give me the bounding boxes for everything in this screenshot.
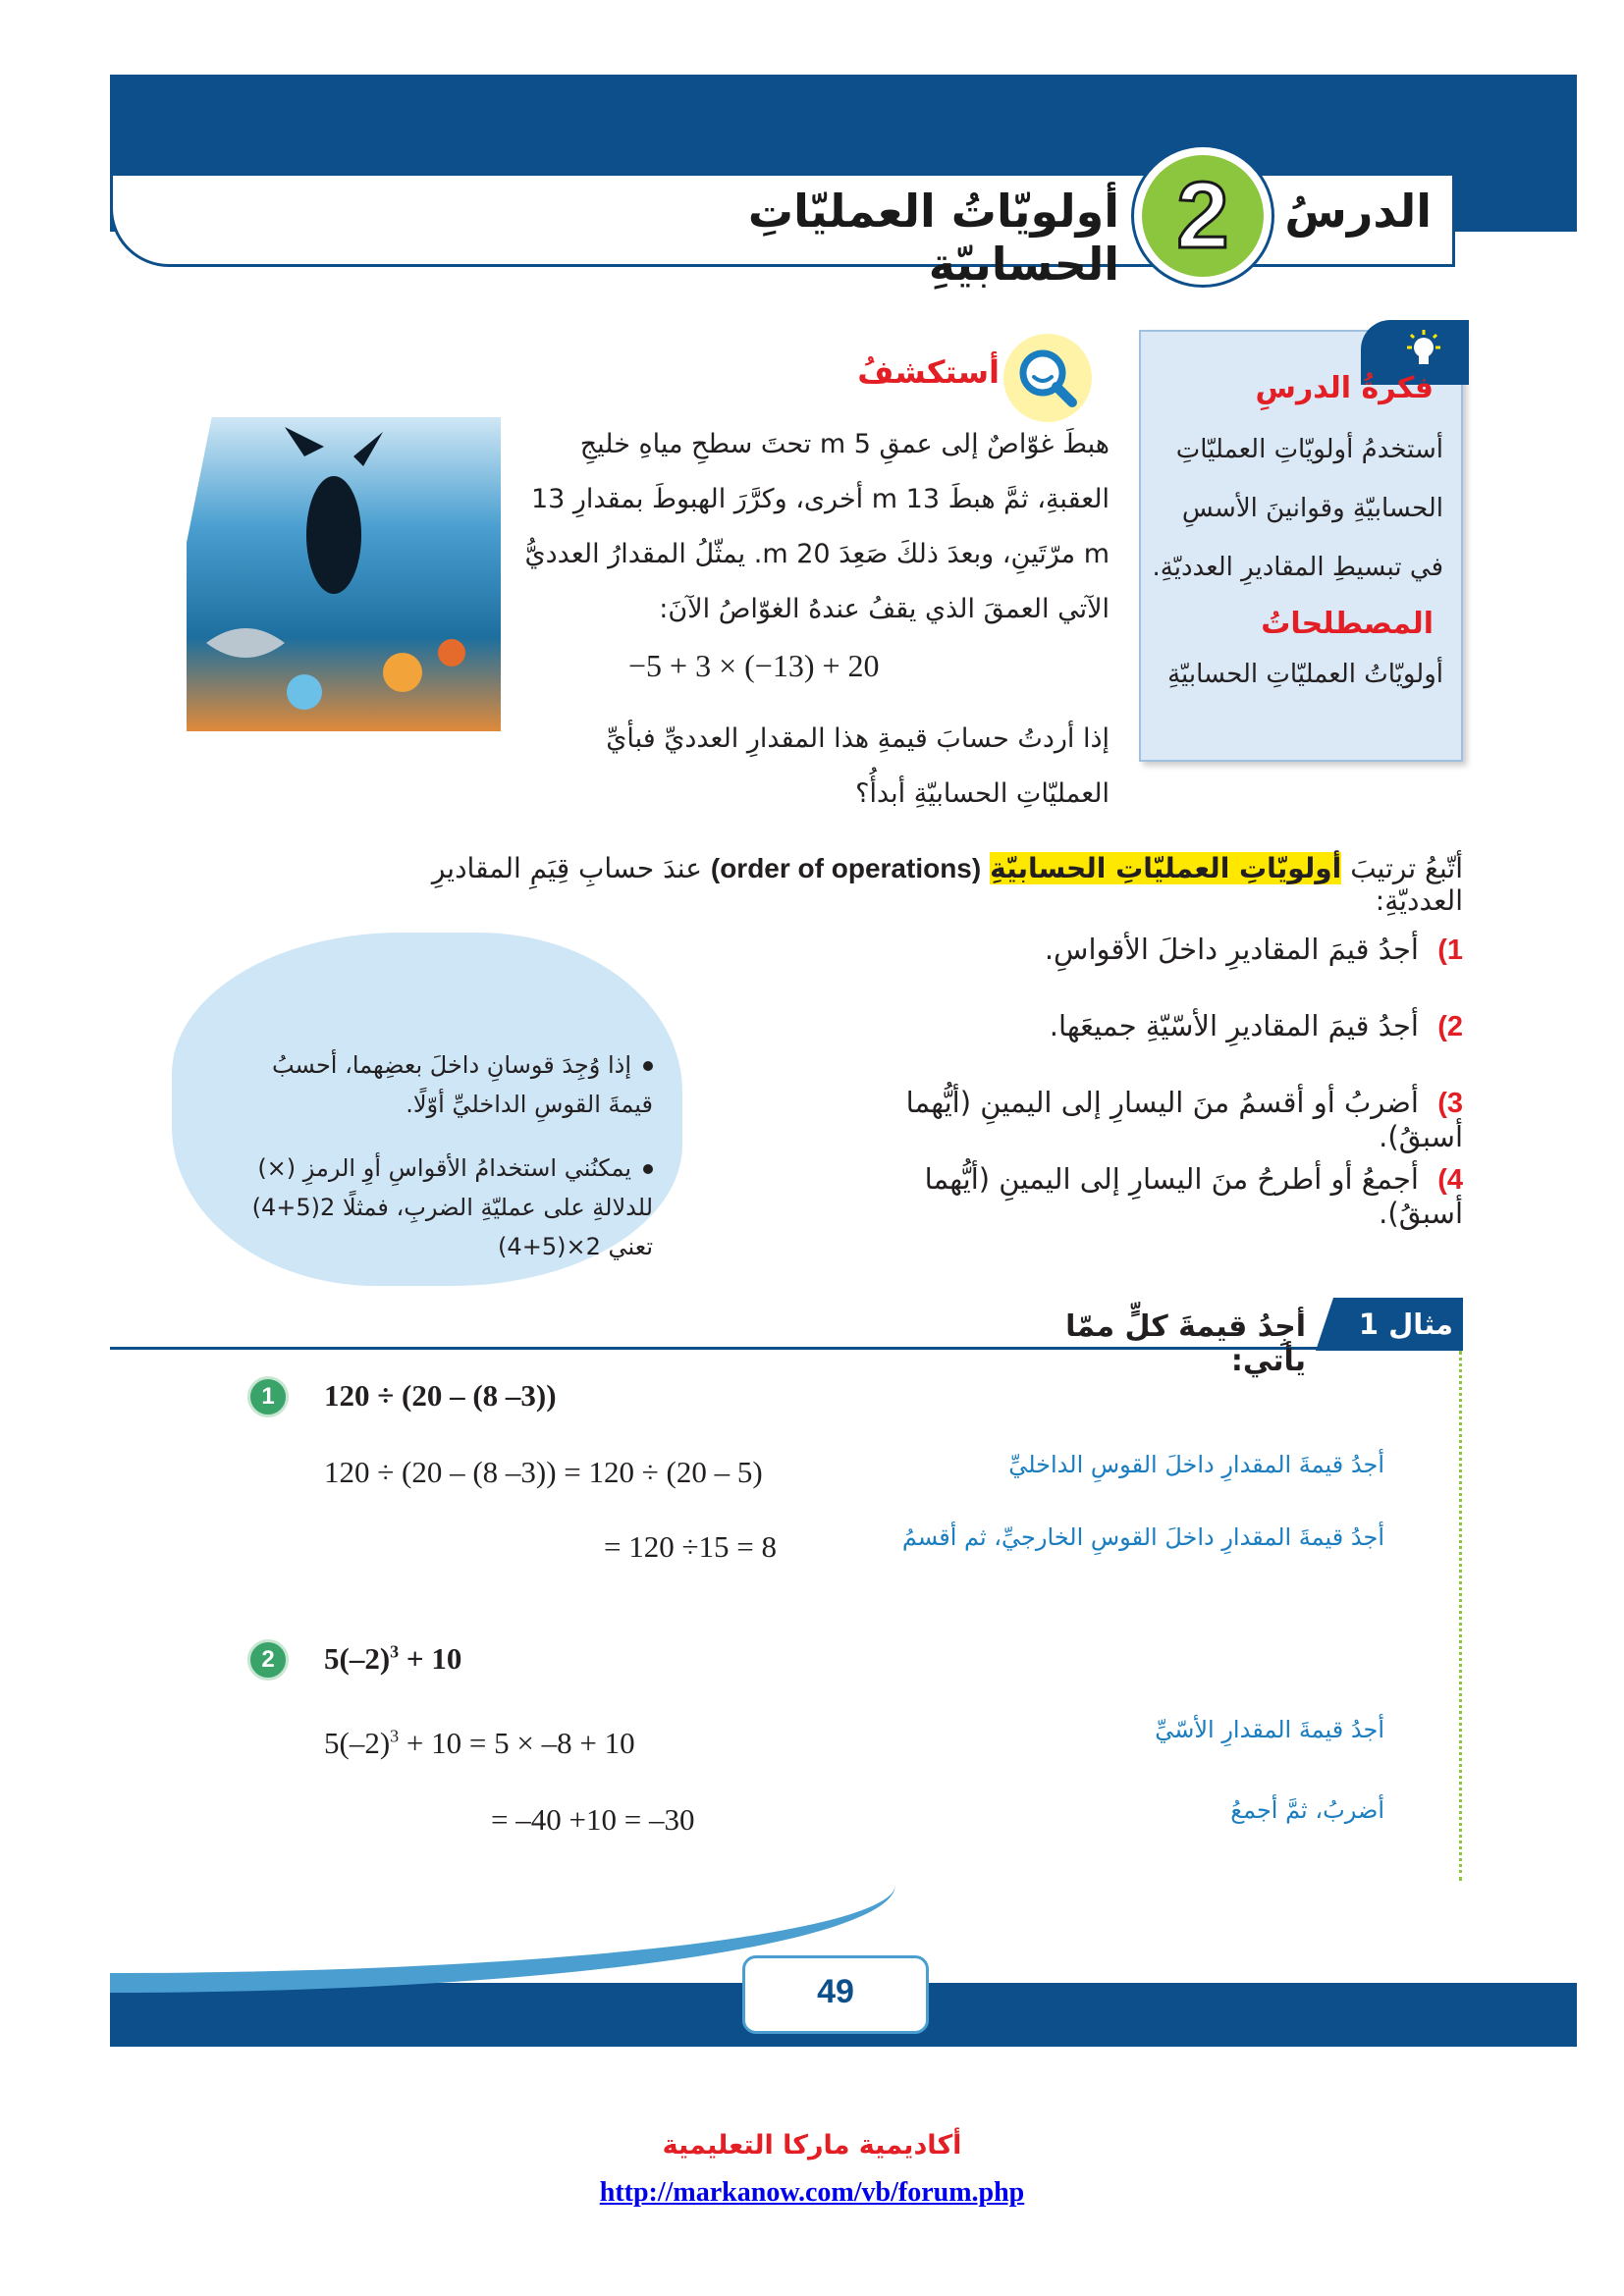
example-border: [1459, 1351, 1462, 1881]
step-text: أجدُ قيمَ المقاديرِ داخلَ الأقواسِ.: [1044, 933, 1419, 966]
step-item: [903, 1009, 1463, 1043]
lesson-title: أولويّاتُ العمليّاتِ الحسابيّةِ: [747, 185, 1119, 291]
diver-image: [187, 417, 501, 731]
bullet-icon: [643, 1061, 653, 1071]
example-prompt: أجِدُ قيمةَ كلٍّ ممّا يأتي:: [1065, 1309, 1306, 1378]
note-item: [231, 1045, 653, 1124]
step-item: [903, 1086, 1463, 1153]
problem-number-badge: 1: [247, 1376, 289, 1417]
bullet-icon: [643, 1164, 653, 1174]
step-number: 2): [1437, 1011, 1463, 1042]
note-text: إذا وُجِدَ قوسانِ داخلَ بعضِهما، أحسبُ قيمةَ القوسِ الداخليِّ أوّلًا.: [271, 1051, 653, 1118]
academy-name: أكاديمية ماركا التعليمية: [662, 2130, 962, 2161]
step-item: [903, 933, 1463, 967]
step-number: 3): [1437, 1088, 1463, 1119]
problem-expression: $5(-2)^3 + 10$: [324, 1641, 462, 1676]
intro-suffix: عندَ حسابِ قِيَمِ المقاديرِ العدديّةِ:: [431, 852, 1463, 917]
intro-prefix: أتّبعُ ترتيبَ: [1350, 852, 1463, 884]
problem-expression: 120 ÷ (20 – (8 –3)): [324, 1378, 557, 1413]
terms-text: أولويّاتُ العمليّاتِ الحسابيّةِ: [1167, 660, 1443, 689]
idea-text: أستخدمُ أولويّاتِ العمليّاتِ الحسابيّةِ وقوانينَ الأسسِ في تبسيطِ المقاديرِ العدديّةِ.: [1152, 435, 1443, 582]
lesson-word: الدرسُ: [1284, 185, 1432, 238]
intro-highlight-term: أولويّاتِ العمليّاتِ الحسابيّةِ: [990, 852, 1342, 884]
note-item: [231, 1148, 653, 1266]
intro-english-term: (order of operations): [710, 853, 982, 883]
explore-text: هبطَ غوّاصٌ إلى عمقِ 5 m تحتَ سطحِ مياهِ خليجِ العقبةِ، ثمَّ هبطَ 13 m أخرى، وكرَّرَ الهبوطَ بمقدارِ 13 m مرّتَينِ، وبعدَ ذلكَ صَعِدَ 20 m. يمثّلُ المقدارُ العدديُّ الآتي العمقَ الذي يقفُ عندهُ الغوّاصُ الآنَ:: [524, 429, 1110, 624]
idea-heading: فكرةُ الدرسِ: [1255, 371, 1434, 405]
solution-note: أجدُ قيمةَ المقدارِ داخلَ القوسِ الداخليِّ: [1008, 1451, 1384, 1478]
order-of-operations-intro: [393, 852, 1463, 917]
solution-step: 120 ÷ (20 – (8 –3)) = 120 ÷ (20 – 5): [324, 1455, 763, 1489]
problem-number-badge: 2: [247, 1639, 289, 1681]
step-number: 4): [1437, 1164, 1463, 1196]
terms-heading: المصطلحاتُ: [1261, 607, 1434, 641]
solution-note: أجدُ قيمةَ المقدارِ داخلَ القوسِ الخارجيِّ، ثم أقسمُ: [901, 1523, 1384, 1551]
step-text: أجمعُ أو أطرحُ منَ اليسارِ إلى اليمينِ (أيُّهما أسبقُ).: [924, 1162, 1463, 1230]
explore-expression: −5 + 3 × (−13) + 20: [628, 648, 880, 683]
solution-note: أضربُ، ثمَّ أجمعُ: [1230, 1796, 1384, 1824]
step-item: [903, 1162, 1463, 1230]
lightbulb-icon: [1404, 330, 1443, 373]
explore-title: أستكشفُ: [857, 353, 1000, 391]
page-number: 49: [817, 1973, 854, 2010]
solution-note: أجدُ قيمةَ المقدارِ الأسّيِّ: [1155, 1716, 1384, 1743]
solution-step: $5(-2)^3 + 10 = 5 \times -8 + 10$: [324, 1726, 635, 1760]
note-text: يمكنُني استخدامُ الأقواسِ أوِ الرمزِ (×) للدلالةِ على عمليّةِ الضربِ، فمثلًا 2(5+4) تعني 2×(5+4): [251, 1154, 653, 1260]
step-number: 1): [1437, 934, 1463, 966]
solution-step: = 120 ÷15 = 8: [604, 1529, 777, 1564]
lesson-number: 2: [1176, 163, 1229, 268]
step-text: أجدُ قيمَ المقاديرِ الأسّيّةِ جميعَها.: [1049, 1009, 1419, 1042]
step-text: أضربُ أو أقسمُ منَ اليسارِ إلى اليمينِ (أيُّهما أسبقُ).: [905, 1086, 1463, 1153]
example-label: مثال 1: [1358, 1308, 1453, 1341]
explore-question: إذا أردتُ حسابَ قيمةِ هذا المقدارِ العدديِّ فبأيِّ العمليّاتِ الحسابيّةِ أبدأُ؟: [606, 723, 1110, 809]
magnifier-icon: [1003, 334, 1092, 422]
solution-step: = –40 +10 = –30: [491, 1802, 695, 1837]
academy-link[interactable]: http://markanow.com/vb/forum.php: [599, 2177, 1025, 2208]
